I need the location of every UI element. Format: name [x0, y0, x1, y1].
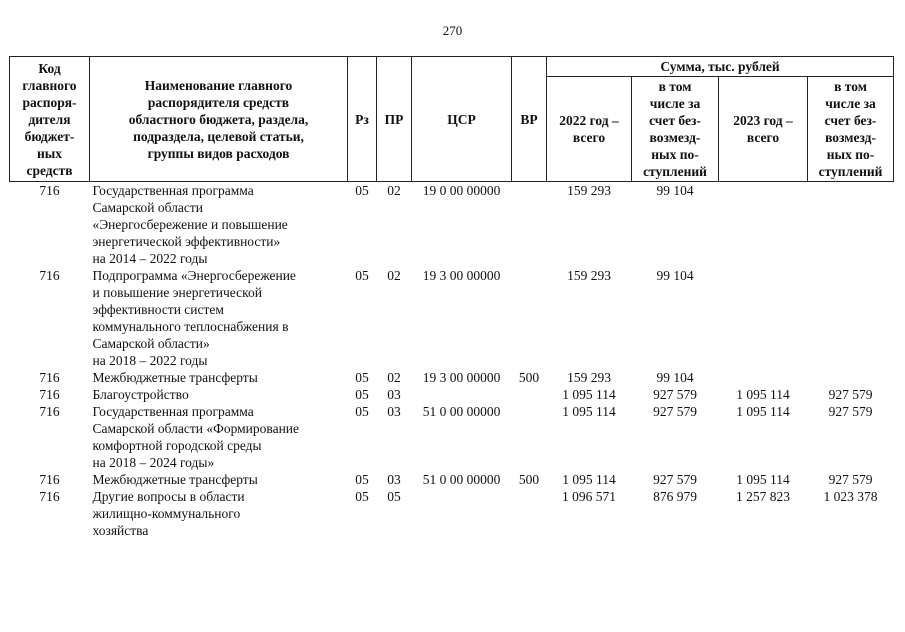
- row-name: Государственная программа Самарской области «Формирование комфортной городской среды на 2018 – 2024 годы»: [92, 404, 300, 470]
- row-2022-free: 927 579: [653, 404, 697, 419]
- row-code: 716: [39, 472, 60, 487]
- row-2023-free: 927 579: [828, 404, 873, 419]
- row-2022-total: 159 293: [567, 183, 611, 198]
- header-sum: Сумма, тыс. рублей: [547, 57, 894, 77]
- row-2023-free: [808, 182, 894, 268]
- row-pr: 05: [387, 489, 401, 504]
- row-vr: [512, 403, 547, 471]
- row-rz: 05: [355, 370, 369, 385]
- row-csr: 19 3 00 00000: [422, 370, 501, 385]
- header-2023-free: в том числе за счет без- возмезд- ных по- ступлений: [808, 77, 894, 182]
- row-name: Другие вопросы в области жилищно-коммунального хозяйства: [92, 489, 245, 538]
- row-pr: 03: [387, 472, 401, 487]
- row-2022-free: 927 579: [653, 387, 697, 402]
- row-2022-free: 99 104: [656, 370, 694, 385]
- row-csr: 19 0 00 00000: [422, 183, 501, 198]
- row-2022-total: 1 096 571: [562, 489, 616, 504]
- row-2022-free: 876 979: [653, 489, 697, 504]
- header-2022-free: в том числе за счет без- возмезд- ных по- ступлений: [632, 77, 719, 182]
- row-2022-free: 99 104: [656, 268, 694, 283]
- row-vr: 500: [518, 370, 540, 385]
- row-pr: 03: [387, 404, 401, 419]
- row-rz: 05: [355, 472, 369, 487]
- header-pr: ПР: [377, 57, 412, 182]
- row-csr: [412, 488, 512, 539]
- row-pr: 02: [387, 370, 401, 385]
- header-csr: ЦСР: [412, 57, 512, 182]
- row-csr: 51 0 00 00000: [422, 404, 501, 419]
- row-name: Государственная программа Самарской области «Энергосбережение и повышение энергетической эффективности» на 2014 – 2022 годы: [92, 183, 288, 266]
- row-2023-free: [808, 369, 894, 386]
- row-vr: [512, 488, 547, 539]
- row-pr: 02: [387, 183, 401, 198]
- table-row: [10, 488, 894, 539]
- row-rz: 05: [355, 183, 369, 198]
- row-2023-free: 927 579: [828, 472, 873, 487]
- row-2023-total: 1 095 114: [736, 387, 790, 402]
- row-2023-total: [719, 369, 808, 386]
- row-2022-total: 159 293: [567, 370, 611, 385]
- row-2023-free: [808, 267, 894, 369]
- row-code: 716: [39, 404, 60, 419]
- row-vr: 500: [518, 472, 540, 487]
- table-row: [10, 182, 894, 268]
- row-2023-total: [719, 182, 808, 268]
- header-code: Код главного распоря- дителя бюджет- ных средств: [10, 57, 90, 182]
- row-2022-free: 927 579: [653, 472, 697, 487]
- table-body: [10, 182, 894, 540]
- row-code: 716: [39, 183, 60, 198]
- row-name: Подпрограмма «Энергосбережение и повышение энергетической эффективности систем коммунального теплоснабжения в Самарской области» на 2018 – 2022 годы: [92, 268, 296, 368]
- row-rz: 05: [355, 387, 369, 402]
- header-2022-total: 2022 год – всего: [547, 77, 632, 182]
- row-csr: 51 0 00 00000: [422, 472, 501, 487]
- header-rz: Рз: [348, 57, 377, 182]
- row-code: 716: [39, 489, 60, 504]
- row-rz: 05: [355, 489, 369, 504]
- row-csr: 19 3 00 00000: [422, 268, 501, 283]
- row-2022-total: 1 095 114: [562, 472, 616, 487]
- row-name: Межбюджетные трансферты: [92, 370, 258, 385]
- row-2023-total: 1 095 114: [736, 472, 790, 487]
- row-pr: 02: [387, 268, 401, 283]
- row-csr: [412, 386, 512, 403]
- header-name: Наименование главного распорядителя средств областного бюджета, раздела, подраздела, целевой статьи, группы видов расходов: [90, 57, 348, 182]
- row-code: 716: [39, 268, 60, 283]
- row-2022-total: 1 095 114: [562, 387, 616, 402]
- row-name: Благоустройство: [92, 387, 189, 402]
- row-name: Межбюджетные трансферты: [92, 472, 258, 487]
- table-header: [10, 57, 894, 182]
- row-rz: 05: [355, 404, 369, 419]
- row-pr: 03: [387, 387, 401, 402]
- header-2023-total: 2023 год – всего: [719, 77, 808, 182]
- row-2023-total: [719, 267, 808, 369]
- table-row: [10, 369, 894, 386]
- row-code: 716: [39, 370, 60, 385]
- row-code: 716: [39, 387, 60, 402]
- row-vr: [512, 386, 547, 403]
- table-row: [10, 267, 894, 369]
- table-row: [10, 403, 894, 471]
- table-row: [10, 386, 894, 403]
- header-vr: ВР: [512, 57, 547, 182]
- row-vr: [512, 267, 547, 369]
- budget-table: [9, 56, 894, 539]
- table-row: [10, 471, 894, 488]
- row-2023-free: 927 579: [828, 387, 873, 402]
- page-number: 270: [442, 23, 463, 38]
- row-2022-free: 99 104: [656, 183, 694, 198]
- row-vr: [512, 182, 547, 268]
- row-2023-total: 1 257 823: [736, 489, 790, 504]
- row-2023-total: 1 095 114: [736, 404, 790, 419]
- row-2022-total: 159 293: [567, 268, 611, 283]
- row-2022-total: 1 095 114: [562, 404, 616, 419]
- row-2023-free: 1 023 378: [823, 489, 878, 504]
- row-rz: 05: [355, 268, 369, 283]
